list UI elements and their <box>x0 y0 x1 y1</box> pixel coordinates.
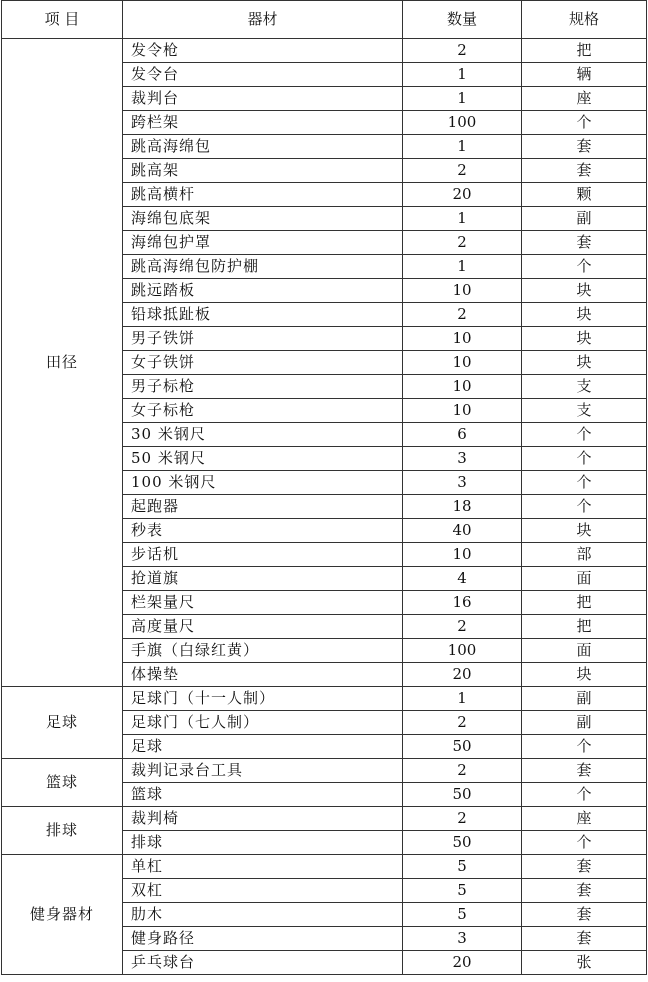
quantity-cell: 5 <box>403 879 522 903</box>
item-cell: 跳高海绵包 <box>123 135 403 159</box>
spec-cell: 块 <box>522 327 647 351</box>
quantity-cell: 20 <box>403 663 522 687</box>
item-cell: 发令台 <box>123 63 403 87</box>
spec-cell: 个 <box>522 471 647 495</box>
table-row <box>2 855 647 879</box>
quantity-cell: 3 <box>403 471 522 495</box>
quantity-cell: 6 <box>403 423 522 447</box>
spec-cell: 块 <box>522 279 647 303</box>
spec-cell: 张 <box>522 951 647 975</box>
item-cell: 肋木 <box>123 903 403 927</box>
table-row <box>2 759 647 783</box>
quantity-cell: 16 <box>403 591 522 615</box>
item-cell: 双杠 <box>123 879 403 903</box>
header-row <box>2 1 647 39</box>
spec-cell: 块 <box>522 519 647 543</box>
quantity-cell: 1 <box>403 207 522 231</box>
quantity-cell: 10 <box>403 279 522 303</box>
quantity-cell: 2 <box>403 759 522 783</box>
item-cell: 跳远踏板 <box>123 279 403 303</box>
quantity-cell: 50 <box>403 783 522 807</box>
spec-cell: 辆 <box>522 63 647 87</box>
spec-cell: 支 <box>522 399 647 423</box>
item-cell: 裁判记录台工具 <box>123 759 403 783</box>
item-cell: 足球门（十一人制） <box>123 687 403 711</box>
item-cell: 栏架量尺 <box>123 591 403 615</box>
item-cell: 手旗（白绿红黄） <box>123 639 403 663</box>
item-cell: 男子铁饼 <box>123 327 403 351</box>
quantity-cell: 3 <box>403 927 522 951</box>
equipment-table <box>1 0 647 975</box>
item-cell: 足球门（七人制） <box>123 711 403 735</box>
spec-cell: 部 <box>522 543 647 567</box>
quantity-cell: 4 <box>403 567 522 591</box>
quantity-cell: 100 <box>403 111 522 135</box>
quantity-cell: 3 <box>403 447 522 471</box>
spec-cell: 块 <box>522 351 647 375</box>
quantity-cell: 2 <box>403 807 522 831</box>
quantity-cell: 1 <box>403 687 522 711</box>
category-cell: 田径 <box>2 39 123 687</box>
quantity-cell: 50 <box>403 735 522 759</box>
item-cell: 跳高架 <box>123 159 403 183</box>
spec-cell: 个 <box>522 423 647 447</box>
category-cell: 篮球 <box>2 759 123 807</box>
quantity-cell: 20 <box>403 951 522 975</box>
item-cell: 铅球抵趾板 <box>123 303 403 327</box>
table-row <box>2 807 647 831</box>
quantity-cell: 2 <box>403 303 522 327</box>
item-cell: 高度量尺 <box>123 615 403 639</box>
item-cell: 足球 <box>123 735 403 759</box>
table-row <box>2 39 647 63</box>
spec-cell: 把 <box>522 591 647 615</box>
quantity-cell: 2 <box>403 711 522 735</box>
item-cell: 男子标枪 <box>123 375 403 399</box>
item-cell: 100 米钢尺 <box>123 471 403 495</box>
category-cell: 排球 <box>2 807 123 855</box>
item-cell: 体操垫 <box>123 663 403 687</box>
header-spec: 规格 <box>522 1 647 39</box>
quantity-cell: 2 <box>403 39 522 63</box>
item-cell: 健身路径 <box>123 927 403 951</box>
item-cell: 海绵包护罩 <box>123 231 403 255</box>
spec-cell: 块 <box>522 303 647 327</box>
spec-cell: 套 <box>522 903 647 927</box>
header-project: 项 目 <box>2 1 123 39</box>
spec-cell: 个 <box>522 255 647 279</box>
spec-cell: 套 <box>522 759 647 783</box>
item-cell: 跳高海绵包防护棚 <box>123 255 403 279</box>
quantity-cell: 10 <box>403 543 522 567</box>
spec-cell: 座 <box>522 807 647 831</box>
quantity-cell: 5 <box>403 903 522 927</box>
quantity-cell: 2 <box>403 615 522 639</box>
item-cell: 乒乓球台 <box>123 951 403 975</box>
spec-cell: 套 <box>522 135 647 159</box>
spec-cell: 副 <box>522 711 647 735</box>
spec-cell: 把 <box>522 39 647 63</box>
spec-cell: 面 <box>522 567 647 591</box>
spec-cell: 个 <box>522 111 647 135</box>
quantity-cell: 5 <box>403 855 522 879</box>
quantity-cell: 1 <box>403 135 522 159</box>
quantity-cell: 1 <box>403 255 522 279</box>
item-cell: 排球 <box>123 831 403 855</box>
item-cell: 50 米钢尺 <box>123 447 403 471</box>
item-cell: 跨栏架 <box>123 111 403 135</box>
item-cell: 跳高横杆 <box>123 183 403 207</box>
quantity-cell: 50 <box>403 831 522 855</box>
quantity-cell: 10 <box>403 399 522 423</box>
spec-cell: 个 <box>522 447 647 471</box>
quantity-cell: 10 <box>403 351 522 375</box>
category-cell: 健身器材 <box>2 855 123 975</box>
item-cell: 单杠 <box>123 855 403 879</box>
spec-cell: 副 <box>522 687 647 711</box>
item-cell: 女子铁饼 <box>123 351 403 375</box>
spec-cell: 个 <box>522 831 647 855</box>
item-cell: 抢道旗 <box>123 567 403 591</box>
item-cell: 篮球 <box>123 783 403 807</box>
quantity-cell: 2 <box>403 159 522 183</box>
item-cell: 裁判椅 <box>123 807 403 831</box>
category-cell: 足球 <box>2 687 123 759</box>
quantity-cell: 1 <box>403 63 522 87</box>
quantity-cell: 2 <box>403 231 522 255</box>
spec-cell: 套 <box>522 879 647 903</box>
quantity-cell: 10 <box>403 327 522 351</box>
item-cell: 30 米钢尺 <box>123 423 403 447</box>
spec-cell: 个 <box>522 495 647 519</box>
quantity-cell: 1 <box>403 87 522 111</box>
spec-cell: 颗 <box>522 183 647 207</box>
quantity-cell: 100 <box>403 639 522 663</box>
quantity-cell: 10 <box>403 375 522 399</box>
spec-cell: 个 <box>522 783 647 807</box>
spec-cell: 面 <box>522 639 647 663</box>
spec-cell: 套 <box>522 927 647 951</box>
spec-cell: 把 <box>522 615 647 639</box>
item-cell: 步话机 <box>123 543 403 567</box>
spec-cell: 副 <box>522 207 647 231</box>
header-equipment: 器材 <box>123 1 403 39</box>
header-quantity: 数量 <box>403 1 522 39</box>
item-cell: 起跑器 <box>123 495 403 519</box>
item-cell: 发令枪 <box>123 39 403 63</box>
table-row <box>2 687 647 711</box>
item-cell: 海绵包底架 <box>123 207 403 231</box>
item-cell: 秒表 <box>123 519 403 543</box>
spec-cell: 座 <box>522 87 647 111</box>
spec-cell: 套 <box>522 159 647 183</box>
spec-cell: 块 <box>522 663 647 687</box>
spec-cell: 套 <box>522 855 647 879</box>
quantity-cell: 20 <box>403 183 522 207</box>
table-body <box>2 39 647 975</box>
spec-cell: 支 <box>522 375 647 399</box>
spec-cell: 套 <box>522 231 647 255</box>
quantity-cell: 40 <box>403 519 522 543</box>
spec-cell: 个 <box>522 735 647 759</box>
item-cell: 女子标枪 <box>123 399 403 423</box>
quantity-cell: 18 <box>403 495 522 519</box>
item-cell: 裁判台 <box>123 87 403 111</box>
